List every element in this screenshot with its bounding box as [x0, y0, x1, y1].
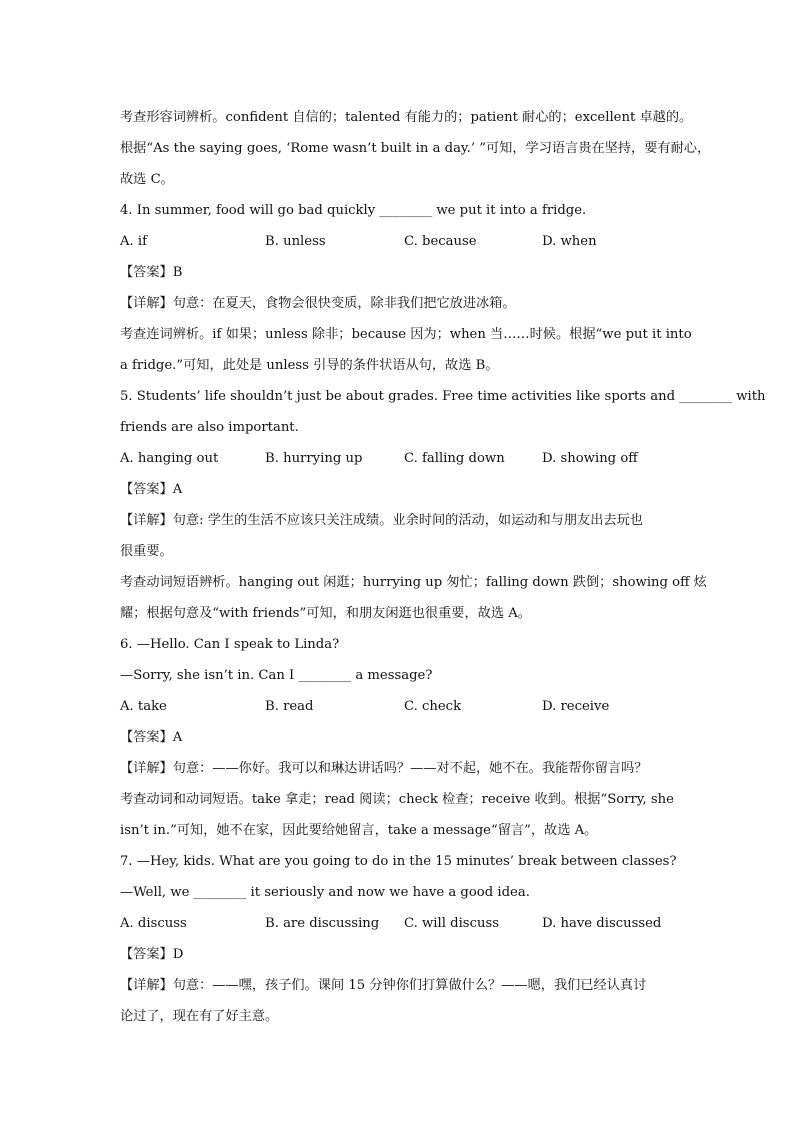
answer-options [120, 443, 680, 474]
document-page [120, 102, 766, 1032]
option-c: C. because [404, 234, 477, 249]
option-a: A. hanging out [120, 451, 219, 466]
explanation-line: 【详解】句意：——嘿，孩子们。课间 15 分钟你们打算做什么？——嗯，我们已经认真讨 [120, 978, 647, 993]
text-line: 考查动词短语辨析。hanging out 闲逛；hurrying up 匆忙；falling down 跌倒；showing off 炫 [120, 575, 707, 590]
option-d: D. when [542, 234, 597, 249]
question-stem: 5. Students’ life shouldn’t just be about grades. Free time activities like sports and ________ with [120, 389, 766, 404]
text-line: —Sorry, she isn’t in. Can I ________ a message? [120, 668, 433, 683]
explanation-line: 【详解】句意: 学生的生活不应该只关注成绩。业余时间的活动，如运动和与朋友出去玩也 [120, 513, 643, 528]
option-a: A. if [120, 234, 148, 249]
text-line: 很重要。 [120, 544, 173, 559]
text-line: 故选 C。 [120, 172, 174, 187]
text-line: 考查动词和动词短语。take 拿走；read 阅读；check 检查；receive 收到。根据“Sorry, she [120, 792, 674, 807]
text-line: friends are also important. [120, 420, 299, 435]
option-b: B. read [265, 699, 314, 714]
answer-label: 【答案】A [120, 730, 183, 745]
option-c: C. will discuss [404, 916, 499, 931]
text-line: —Well, we ________ it seriously and now we have a good idea. [120, 885, 530, 900]
text-line: a fridge.”可知，此处是 unless 引导的条件状语从句，故选 B。 [120, 358, 499, 373]
text-line: 根据“As the saying goes, ‘Rome wasn’t built in a day.’ ”可知，学习语言贵在坚持，要有耐心， [120, 141, 711, 156]
question-stem: 4. In summer, food will go bad quickly ________ we put it into a fridge. [120, 203, 587, 218]
answer-label: 【答案】B [120, 265, 183, 280]
answer-label: 【答案】D [120, 947, 184, 962]
option-a: A. take [120, 699, 167, 714]
option-d: D. receive [542, 699, 610, 714]
option-b: B. unless [265, 234, 326, 249]
explanation-line: 【详解】句意：——你好。我可以和琳达讲话吗？——对不起，她不在。我能帮你留言吗？ [120, 761, 648, 776]
answer-options [120, 908, 680, 939]
text-line: 考查形容词辨析。confident 自信的；talented 有能力的；patient 耐心的；excellent 卓越的。 [120, 110, 693, 125]
option-b: B. hurrying up [265, 451, 363, 466]
option-c: C. falling down [404, 451, 505, 466]
text-line: isn’t in.”可知，她不在家，因此要给她留言，take a message“留言”，故选 A。 [120, 823, 598, 838]
option-b: B. are discussing [265, 916, 380, 931]
text-line: 考查连词辨析。if 如果；unless 除非；because 因为；when 当……时候。根据“we put it into [120, 327, 692, 342]
option-c: C. check [404, 699, 462, 714]
explanation-line: 【详解】句意：在夏天，食物会很快变质，除非我们把它放进冰箱。 [120, 296, 516, 311]
text-line: 论过了，现在有了好主意。 [120, 1009, 279, 1024]
question-stem: 6. —Hello. Can I speak to Linda? [120, 637, 340, 652]
option-d: D. showing off [542, 451, 638, 466]
option-d: D. have discussed [542, 916, 662, 931]
option-a: A. discuss [120, 916, 187, 931]
answer-label: 【答案】A [120, 482, 183, 497]
answer-options [120, 691, 680, 722]
answer-options [120, 226, 680, 257]
text-line: 耀；根据句意及“with friends”可知，和朋友闲逛也很重要，故选 A。 [120, 606, 531, 621]
question-stem: 7. —Hey, kids. What are you going to do in the 15 minutes’ break between classes? [120, 854, 677, 869]
